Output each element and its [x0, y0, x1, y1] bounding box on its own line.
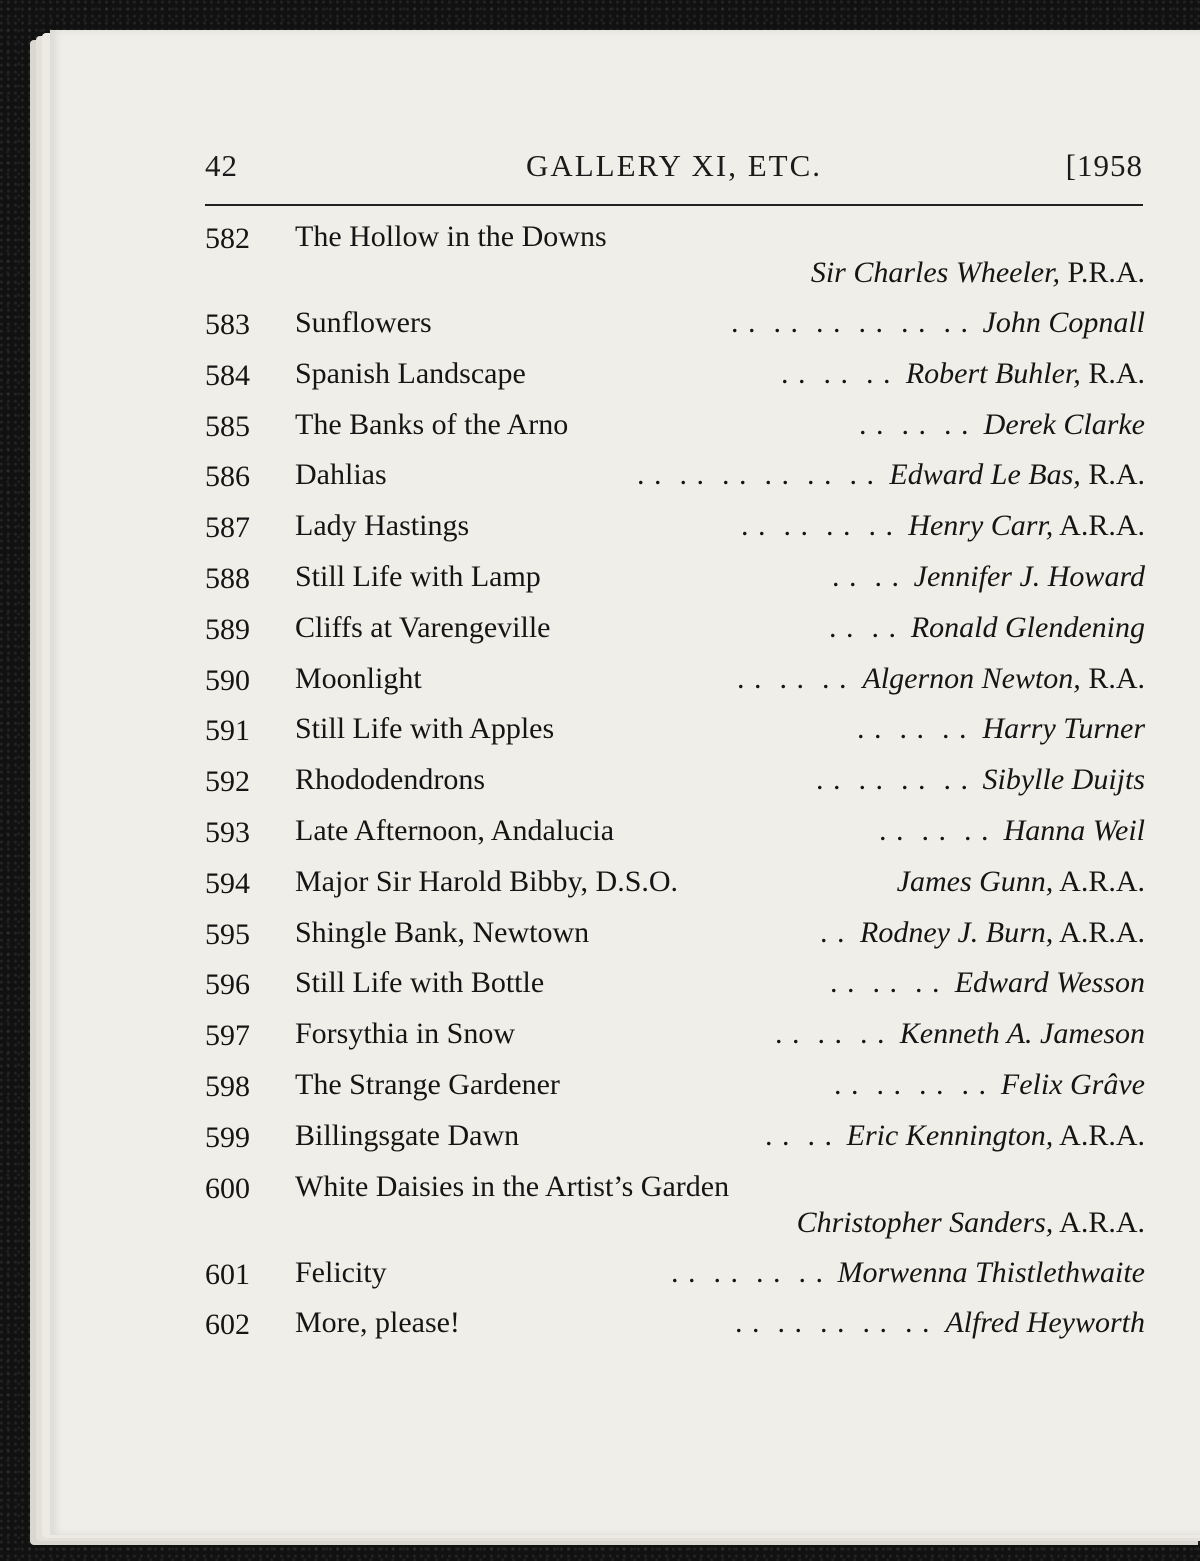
entry-number: 593	[205, 815, 250, 849]
entry-list	[205, 214, 1145, 1351]
artist-name: Felix Grâve	[1000, 1067, 1145, 1101]
entry-artist	[897, 865, 1145, 899]
entry-number: 589	[205, 612, 250, 646]
page-header	[205, 148, 1143, 192]
leader-dots: . . . . . . . .	[741, 509, 894, 543]
artist-name: Harry Turner	[982, 712, 1145, 746]
leader-dots: . . . . . .	[775, 1017, 886, 1051]
entry-number: 595	[205, 917, 250, 951]
entry-artist	[797, 1206, 1145, 1240]
entry-title: Still Life with Apples	[295, 712, 555, 746]
leader-dots: . . . . . .	[879, 813, 990, 847]
entry-title: Sunflowers	[295, 306, 432, 339]
catalogue-entry	[205, 706, 1145, 757]
artist-name: Sir Charles Wheeler,	[810, 256, 1060, 289]
catalogue-entry	[205, 1250, 1145, 1301]
artist-name: Algernon Newton,	[862, 661, 1081, 695]
entry-title: Billingsgate Dawn	[295, 1118, 520, 1152]
entry-number: 585	[205, 409, 250, 443]
entry-number: 600	[205, 1171, 250, 1205]
catalogue-entry	[205, 214, 1145, 300]
entry-artist	[914, 560, 1145, 594]
entry-title: Spanish Landscape	[295, 356, 526, 390]
artist-name: Derek Clarke	[983, 407, 1145, 441]
leader-dots: . .	[820, 915, 846, 949]
leader-dots: . . . . . . . .	[834, 1067, 987, 1101]
entry-title: Dahlias	[295, 458, 387, 492]
artist-name: Christopher Sanders,	[796, 1205, 1054, 1239]
artist-name: Morwenna Thistlethwaite	[837, 1255, 1145, 1289]
artist-name: Kenneth A. Jameson	[899, 1017, 1145, 1051]
artist-name: Alfred Heyworth	[945, 1306, 1145, 1340]
leader-dots: . . . . . . . . . . . .	[731, 306, 969, 339]
entry-title: Lady Hastings	[295, 509, 470, 543]
entry-number: 582	[205, 222, 250, 255]
artist-name: James Gunn,	[896, 864, 1054, 898]
artist-honour: R.A.	[1080, 356, 1145, 390]
entry-number: 598	[205, 1069, 250, 1103]
artist-name: Henry Carr,	[908, 509, 1054, 543]
entry-artist	[1004, 814, 1145, 848]
entry-artist	[811, 256, 1145, 290]
catalogue-entry	[205, 554, 1145, 605]
artist-name: Edward Wesson	[954, 966, 1145, 1000]
entry-artist	[1001, 1068, 1145, 1102]
catalogue-entry	[205, 910, 1145, 961]
entry-number: 601	[205, 1257, 250, 1291]
entry-title: Cliffs at Varengeville	[295, 610, 551, 644]
entry-number: 597	[205, 1019, 250, 1053]
entry-number: 596	[205, 968, 250, 1002]
artist-name: Sibylle Duijts	[982, 763, 1145, 797]
entry-artist	[982, 712, 1145, 746]
entry-title: White Daisies in the Artist’s Garden	[295, 1169, 730, 1203]
entry-title: The Hollow in the Downs	[295, 220, 607, 253]
leader-dots: . . . . . .	[737, 661, 848, 695]
entry-number: 599	[205, 1120, 250, 1154]
leader-dots: . . . . . . . . . .	[735, 1306, 931, 1340]
entry-title: More, please!	[295, 1306, 460, 1340]
artist-honour: A.R.A.	[1053, 1118, 1145, 1152]
entry-title: Felicity	[295, 1255, 387, 1289]
leader-dots: . . . . . .	[830, 966, 941, 1000]
entry-artist	[983, 763, 1145, 797]
entry-number: 602	[205, 1308, 250, 1342]
entry-title: Moonlight	[295, 661, 422, 695]
artist-honour: P.R.A.	[1059, 256, 1145, 289]
catalogue-entry	[205, 503, 1145, 554]
entry-artist	[908, 509, 1145, 543]
catalogue-entry	[205, 757, 1145, 808]
entry-artist	[860, 916, 1145, 950]
entry-title: Late Afternoon, Andalucia	[295, 813, 615, 847]
entry-artist	[945, 1306, 1145, 1340]
catalogue-entry	[205, 808, 1145, 859]
running-year: [1958	[1065, 148, 1143, 183]
entry-artist	[984, 408, 1145, 442]
catalogue-entry	[205, 656, 1145, 707]
leader-dots: . . . . . .	[781, 356, 892, 390]
catalogue-entry	[205, 960, 1145, 1011]
entry-title: The Banks of the Arno	[295, 407, 569, 441]
artist-honour: A.R.A.	[1053, 1205, 1145, 1239]
catalogue-entry	[205, 859, 1145, 910]
catalogue-entry	[205, 1300, 1145, 1351]
entry-number: 584	[205, 358, 250, 392]
catalogue-entry	[205, 1113, 1145, 1164]
catalogue-entry	[205, 1164, 1145, 1250]
entry-artist	[862, 662, 1145, 696]
entry-number: 592	[205, 765, 250, 799]
entry-artist	[955, 966, 1145, 1000]
artist-name: Eric Kennington,	[846, 1118, 1054, 1152]
artist-name: Jennifer J. Howard	[913, 559, 1145, 593]
entry-number: 591	[205, 714, 250, 748]
artist-honour: R.A.	[1080, 661, 1145, 695]
entry-title: Still Life with Bottle	[295, 966, 545, 1000]
leader-dots: . . . . . . . .	[671, 1255, 824, 1289]
entry-title: Shingle Bank, Newtown	[295, 915, 590, 949]
leader-dots: . . . . . . . . . . . .	[637, 458, 875, 492]
entry-title: Major Sir Harold Bibby, D.S.O.	[295, 864, 679, 898]
catalogue-entry	[205, 1062, 1145, 1113]
entry-artist	[838, 1256, 1146, 1290]
leader-dots: . . . .	[832, 559, 900, 593]
entry-title: Rhododendrons	[295, 763, 485, 797]
catalogue-entry	[205, 605, 1145, 656]
artist-name: Ronald Glendening	[910, 610, 1145, 644]
entry-number: 590	[205, 663, 250, 697]
entry-number: 586	[205, 460, 250, 494]
artist-name: Rodney J. Burn,	[860, 915, 1054, 949]
entry-artist	[900, 1017, 1145, 1051]
catalogue-entry	[205, 452, 1145, 503]
artist-name: Edward Le Bas,	[889, 458, 1081, 492]
artist-name: Hanna Weil	[1003, 813, 1145, 847]
entry-artist	[906, 357, 1145, 391]
entry-number: 588	[205, 561, 250, 595]
catalogue-entry	[205, 402, 1145, 453]
leader-dots: . . . . . .	[859, 407, 970, 441]
leader-dots: . . . . . .	[857, 712, 968, 746]
entry-title: The Strange Gardener	[295, 1067, 560, 1101]
artist-honour: A.R.A.	[1053, 864, 1145, 898]
entry-artist	[911, 611, 1145, 645]
header-rule	[205, 204, 1143, 206]
artist-honour: A.R.A.	[1053, 915, 1145, 949]
entry-title: Forsythia in Snow	[295, 1017, 516, 1051]
entry-artist	[889, 458, 1145, 492]
leader-dots: . . . .	[829, 610, 897, 644]
entry-number: 583	[205, 308, 250, 341]
artist-honour: A.R.A.	[1053, 509, 1145, 543]
leader-dots: . . . . . . . .	[816, 763, 969, 797]
entry-number: 594	[205, 866, 250, 900]
entry-artist	[983, 306, 1146, 340]
entry-number: 587	[205, 511, 250, 545]
artist-name: John Copnall	[982, 306, 1145, 339]
catalogue-entry	[205, 1011, 1145, 1062]
artist-honour: R.A.	[1080, 458, 1145, 492]
page-number: 42	[205, 148, 238, 183]
leader-dots: . . . .	[765, 1118, 833, 1152]
running-title: GALLERY XI, ETC.	[525, 148, 823, 183]
artist-name: Robert Buhler,	[905, 356, 1081, 390]
catalogue-entry	[205, 300, 1145, 351]
entry-title: Still Life with Lamp	[295, 559, 541, 593]
catalogue-entry	[205, 351, 1145, 402]
entry-artist	[847, 1119, 1145, 1153]
